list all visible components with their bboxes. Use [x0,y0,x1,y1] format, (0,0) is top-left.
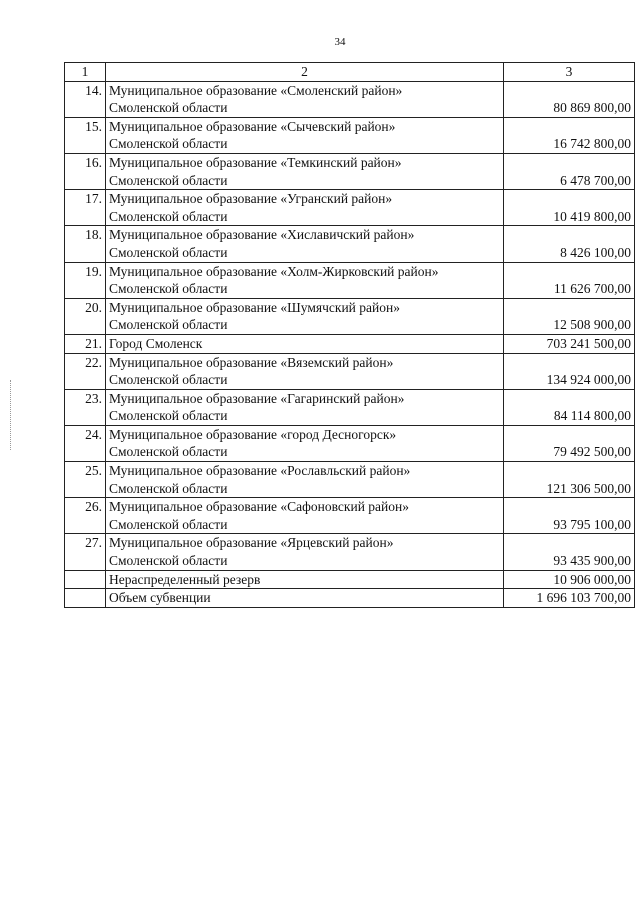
table-row [65,425,635,461]
row-name-line1: Муниципальное образование «Ярцевский район» [109,535,394,551]
header-col-2: 2 [106,63,504,82]
row-name [106,226,504,262]
row-name-line1: Муниципальное образование «Сафоновский район» [109,499,409,515]
table-row [65,262,635,298]
row-amount: 12 508 900,00 [504,298,635,334]
header-col-1: 1 [65,63,106,82]
table-row [65,353,635,389]
table-row [65,298,635,334]
row-name-line2: Смоленской области [109,100,228,116]
row-amount: 134 924 000,00 [504,353,635,389]
page-number: 34 [334,36,346,48]
row-amount: 11 626 700,00 [504,262,635,298]
table-row [65,81,635,117]
row-name-line2: Смоленской области [109,172,228,188]
row-number: 25. [65,462,106,498]
row-name [106,117,504,153]
table-row [65,462,635,498]
row-name-line1: Муниципальное образование «Сычевский район» [109,118,396,134]
row-number: 21. [65,334,106,353]
row-amount: 79 492 500,00 [504,425,635,461]
row-name-line2: Смоленской области [109,281,228,297]
row-name-line2: Смоленской области [109,516,228,532]
row-name [106,353,504,389]
row-name-line1: Муниципальное образование «Темкинский район» [109,154,402,170]
row-number: 15. [65,117,106,153]
row-name-line2: Смоленской области [109,480,228,496]
row-amount: 16 742 800,00 [504,117,635,153]
row-name-line2: Смоленской области [109,136,228,152]
row-name-line2: Смоленской области [109,408,228,424]
subsidy-table [64,62,635,608]
row-name [106,153,504,189]
row-name-line1: Муниципальное образование «Вяземский район» [109,354,394,370]
row-amount: 80 869 800,00 [504,81,635,117]
row-name-line1: Муниципальное образование «Холм-Жирковский район» [109,263,439,279]
row-amount: 121 306 500,00 [504,462,635,498]
row-name [106,534,504,570]
row-name-line1: Муниципальное образование «Хиславичский район» [109,227,415,243]
row-number: 23. [65,389,106,425]
row-name [106,298,504,334]
row-number: 18. [65,226,106,262]
row-amount: 8 426 100,00 [504,226,635,262]
row-name [106,334,504,353]
table-row [65,153,635,189]
row-name-line2: Смоленской области [109,244,228,260]
row-name [106,262,504,298]
row-name-line2: Смоленской области [109,372,228,388]
row-name [106,570,504,589]
table-body [65,81,635,607]
row-number: 16. [65,153,106,189]
table-row [65,589,635,608]
row-number: 27. [65,534,106,570]
row-name [106,425,504,461]
row-name [106,190,504,226]
table-header-row [65,63,635,82]
row-name-line2: Смоленской области [109,208,228,224]
row-name-line1: Муниципальное образование «Гагаринский район» [109,390,405,406]
row-amount: 10 906 000,00 [504,570,635,589]
table-row [65,226,635,262]
table-row [65,534,635,570]
row-amount: 703 241 500,00 [504,334,635,353]
row-name-line1: Нераспределенный резерв [109,571,261,587]
scan-margin-mark [10,380,14,450]
table-row [65,190,635,226]
row-number: 17. [65,190,106,226]
row-number [65,589,106,608]
row-number: 22. [65,353,106,389]
row-name-line1: Муниципальное образование «Шумячский район» [109,299,400,315]
row-name-line1: Муниципальное образование «город Десногорск» [109,426,397,442]
row-amount: 10 419 800,00 [504,190,635,226]
row-number: 14. [65,81,106,117]
row-number: 26. [65,498,106,534]
row-number: 24. [65,425,106,461]
table-row [65,334,635,353]
table-row [65,570,635,589]
table-row [65,498,635,534]
row-name [106,389,504,425]
row-number: 20. [65,298,106,334]
row-name [106,589,504,608]
table-row [65,389,635,425]
row-name-line2: Смоленской области [109,317,228,333]
row-name [106,81,504,117]
row-number [65,570,106,589]
row-amount: 93 435 900,00 [504,534,635,570]
row-amount: 6 478 700,00 [504,153,635,189]
row-name-line1: Объем субвенции [109,590,211,606]
row-name-line1: Муниципальное образование «Рославльский район» [109,463,411,479]
row-amount: 1 696 103 700,00 [504,589,635,608]
row-name [106,462,504,498]
header-col-3: 3 [504,63,635,82]
row-amount: 84 114 800,00 [504,389,635,425]
row-name-line1: Муниципальное образование «Смоленский район» [109,82,403,98]
row-name-line1: Муниципальное образование «Угранский район» [109,191,393,207]
row-name [106,498,504,534]
row-name-line2: Смоленской области [109,553,228,569]
row-number: 19. [65,262,106,298]
row-name-line2: Смоленской области [109,444,228,460]
row-name-line1: Город Смоленск [109,335,203,351]
row-amount: 93 795 100,00 [504,498,635,534]
table-row [65,117,635,153]
